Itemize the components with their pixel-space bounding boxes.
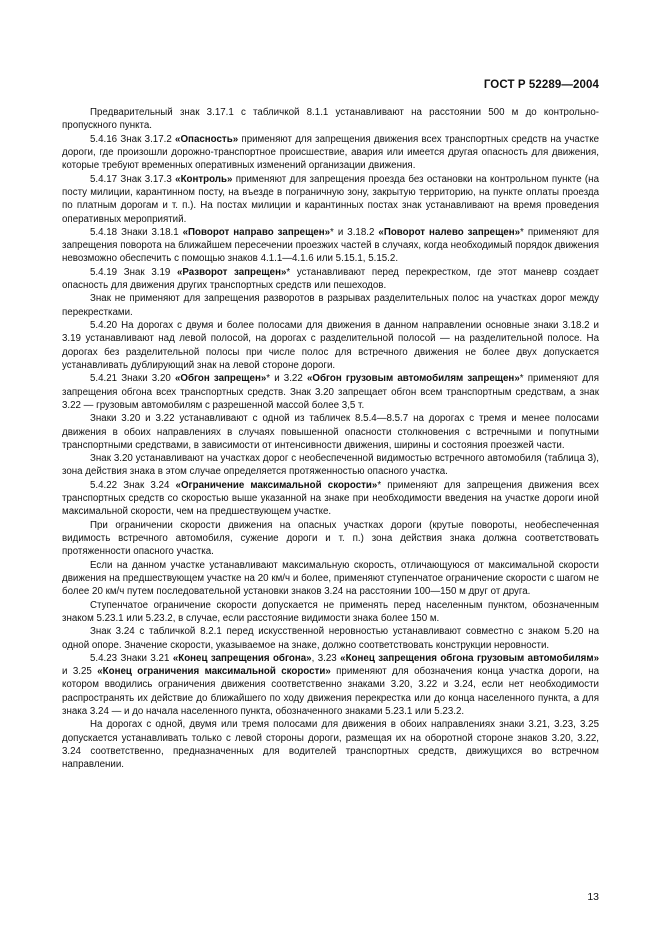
paragraph bbox=[62, 452, 599, 479]
doc-code: ГОСТ Р 52289—2004 bbox=[483, 79, 599, 91]
paragraph-text: 5.4.17 Знак 3.17.3 bbox=[90, 173, 176, 185]
paragraph-text: применяют для обозначения конца участка дороги, на котором вводились ограничения движения соответственно знаками 3.20, 3.22 и 3.24, если нет необходимости распространять их действие до ближайшего по ходу движения перекрестка или до конца населенного пункта, а для знака 3.24 — и до начала населенного пункта, обозначенного знаками 5.23.1 или 5.23.2. bbox=[62, 666, 599, 718]
paragraph bbox=[62, 266, 599, 293]
paragraph-text: 5.4.20 На дорогах с двумя и более полосами для движения в данном направлении основные знаки 3.18.2 и 3.19 устанавливают над левой полосой, на дорогах с разделительной полосой — на разделительной полосе. На дорогах без разделительной полосы при числе полос для встречного движения не более двух допускается устанавливать дублирующий знак на левой стороне дороги. bbox=[62, 320, 599, 371]
paragraph bbox=[62, 292, 599, 319]
paragraph-text: 5.4.19 Знак 3.19 bbox=[90, 266, 177, 278]
page-footer bbox=[587, 891, 599, 903]
document-header bbox=[484, 79, 599, 91]
sign-name: «Поворот направо запрещен» bbox=[182, 226, 331, 238]
paragraph-text: * применяют для запрещения обгона всех транспортных средств. Знак 3.20 запрещает обгон всем транспортным средствам, а знак 3.22 — грузовым автомобилям с разрешенной массой более 3,5 т. bbox=[62, 373, 599, 411]
paragraph-text: Знаки 3.20 и 3.22 устанавливают с одной из табличек 8.5.4—8.5.7 на дорогах с тремя и менее полосами движения в обоих направлениях в случаях повышенной опасности столкновения с встречными и попутными транспортными средствами, в зависимости от интенсивности движения, ширины и состояния проезжей части. bbox=[62, 413, 599, 451]
paragraph bbox=[62, 479, 599, 519]
paragraph-text: применяют для запрещения проезда без остановки на контрольном пункте (на посту милиции, карантинном посту, на въезде в пограничную зону, закрытую территорию, на пункте оплаты проезда по платным дорогам и т. п.). На постах милиции и карантинных постах знак устанавливают на время проведения оперативных мероприятий. bbox=[62, 173, 599, 225]
paragraph-text: Предварительный знак 3.17.1 с табличкой 8.1.1 устанавливают на расстоянии 500 м до контрольно-пропускного пункта. bbox=[62, 107, 599, 132]
sign-name: «Ограничение максимальной скорости» bbox=[175, 479, 378, 491]
sign-name: «Конец ограничения максимальной скорости» bbox=[97, 666, 331, 678]
sign-name: «Обгон запрещен» bbox=[174, 373, 267, 385]
paragraph-text: Знак не применяют для запрещения разворотов в разрывах разделительных полос на участках дорог между перекрестками. bbox=[62, 293, 599, 318]
paragraph-text: * применяют для запрещения поворота на ближайшем пересечении проезжих частей в случаях, когда необходимый порядок движения невозможно обеспечить с помощью знаков 4.1.1—4.1.6 или 5.15.1, 5.15.2. bbox=[62, 226, 599, 265]
paragraph-text: * и 3.22 bbox=[266, 373, 307, 385]
paragraph bbox=[62, 599, 599, 626]
sign-name: «Разворот запрещен» bbox=[176, 266, 287, 278]
paragraph-text: * и 3.18.2 bbox=[330, 226, 379, 238]
paragraph-text: 5.4.23 Знаки 3.21 bbox=[90, 652, 173, 664]
sign-name: «Конец запрещения обгона грузовым автомобилям» bbox=[340, 652, 600, 664]
paragraph-text: Знак 3.20 устанавливают на участках дорог с необеспеченной видимостью встречного автомобиля (таблица 3), зона действия знака в этом случае определяется протяженностью опасного участка. bbox=[62, 453, 599, 478]
sign-name: «Опасность» bbox=[175, 133, 239, 145]
paragraph-text: * применяют для запрещения движения всех транспортных средств со скоростью выше указанной на знаке при необходимости введения на участке дороги иной максимальной скорости, чем на предшествующем участке. bbox=[62, 479, 599, 518]
paragraph bbox=[62, 133, 599, 173]
paragraph-text: Если на данном участке устанавливают максимальную скорость, отличающуюся от максимальной скорости движения на предшествующем участке на 20 км/ч и более, применяют ступенчатое ограничение скорости с шагом не более 20 км/ч путем последовательной установки знаков 3.24 на расстоянии 100—150 м друг от друга. bbox=[62, 559, 599, 598]
paragraph bbox=[62, 412, 599, 452]
paragraph-text: применяют для запрещения движения всех транспортных средств на участке дороги, где произошли дорожно-транспортное происшествие, авария или имеется другая опасность для движения, которые требуют временных оперативных изменений организации движения. bbox=[62, 133, 599, 172]
paragraph-text: * устанавливают перед перекрестком, где этот маневр создает опасность для движения других транспортных средств или пешеходов. bbox=[62, 266, 599, 292]
paragraph-text: 5.4.16 Знак 3.17.2 bbox=[90, 133, 176, 145]
paragraph-text: 5.4.18 Знаки 3.18.1 bbox=[90, 226, 183, 238]
paragraph-text: , 3.23 bbox=[311, 652, 341, 664]
paragraph-text: и 3.25 bbox=[62, 666, 98, 678]
paragraph-text: Ступенчатое ограничение скорости допускается не применять перед населенным пунктом, обозначенным знаком 5.23.1 или 5.23.2, в случае, если расстояние видимости знака более 150 м. bbox=[62, 599, 599, 624]
paragraph bbox=[62, 519, 599, 559]
page-number: 13 bbox=[587, 891, 599, 903]
paragraph bbox=[62, 319, 599, 372]
paragraph-text: 5.4.22 Знак 3.24 bbox=[90, 479, 176, 491]
paragraph-text: На дорогах с одной, двумя или тремя полосами для движения в обоих направлениях знаки 3.21, 3.23, 3.25 допускается устанавливать только с левой стороны дороги, размещая их на оборотной стороне знаков 3.20, 3.22, 3.24 соответственно, предназначенных для водителей транспортных средств, движущихся во встречном направлении. bbox=[62, 719, 599, 771]
paragraph bbox=[62, 372, 599, 412]
paragraph-text: При ограничении скорости движения на опасных участках дороги (крутые повороты, необеспеченная видимость встречного автомобиля, сужение дороги и т. п.) зона действия знака должна соответствовать протяженности опасного участка. bbox=[62, 519, 599, 558]
paragraph bbox=[62, 718, 599, 771]
sign-name: «Контроль» bbox=[175, 173, 233, 185]
document-body bbox=[62, 106, 599, 772]
sign-name: «Конец запрещения обгона» bbox=[172, 652, 312, 664]
paragraph bbox=[62, 106, 599, 133]
paragraph-text: Знак 3.24 с табличкой 8.2.1 перед искусственной неровностью устанавливают совместно с знаком 5.20 на одной опоре. Значение скорости, указываемое на знаке, должно соответствовать конструкции неровности. bbox=[62, 626, 599, 651]
sign-name: «Обгон грузовым автомобилям запрещен» bbox=[306, 373, 520, 385]
paragraph bbox=[62, 625, 599, 652]
paragraph bbox=[62, 559, 599, 599]
paragraph-text: 5.4.21 Знаки 3.20 bbox=[90, 373, 175, 385]
paragraph bbox=[62, 652, 599, 719]
paragraph bbox=[62, 173, 599, 226]
paragraph bbox=[62, 226, 599, 266]
sign-name: «Поворот налево запрещен» bbox=[378, 226, 521, 238]
